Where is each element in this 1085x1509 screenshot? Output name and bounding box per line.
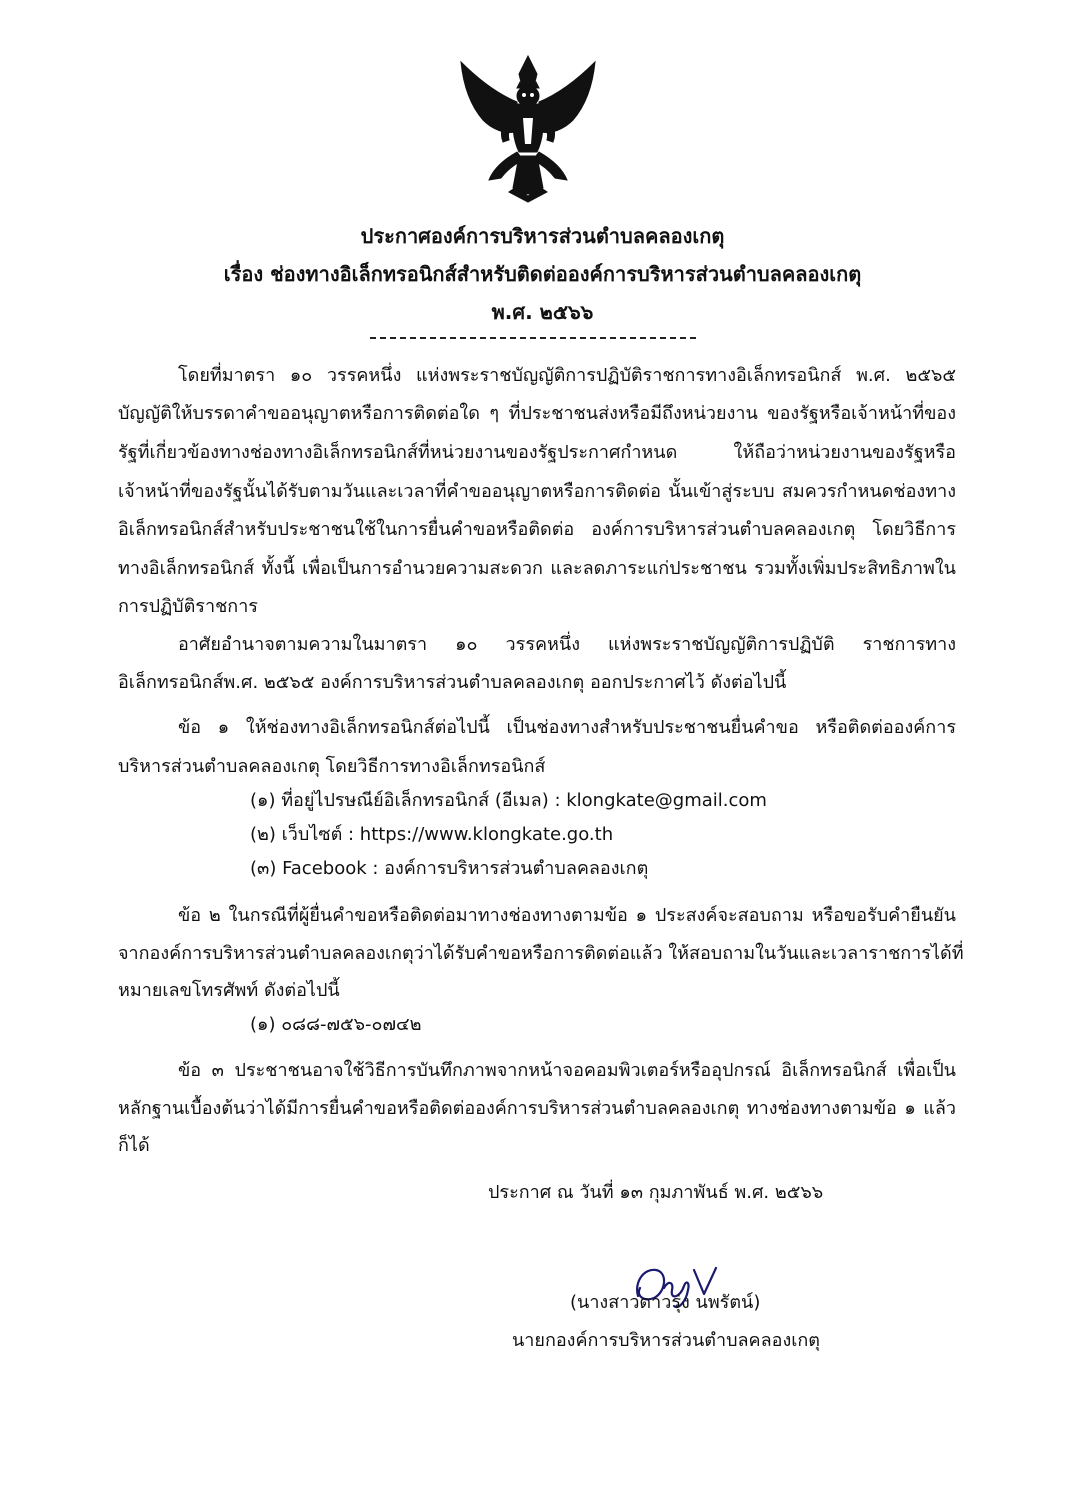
email-channel: (๑) ที่อยู่ไปรษณีย์อิเล็กทรอนิกส์ (อีเมล) : klongkate@gmail.com	[250, 790, 767, 811]
para1-line: อิเล็กทรอนิกส์สำหรับประชาชนใช้ในการยื่นคำขอหรือติดต่อ องค์การบริหารส่วนตำบลคลองเกตุ โดยวิธีการ	[118, 519, 956, 540]
para1-line: ทางอิเล็กทรอนิกส์ ทั้งนี้ เพื่อเป็นการอำนวยความสะดวก และลดภาระแก่ประชาชน รวมทั้งเพิ่มประสิทธิภาพใน	[118, 558, 956, 579]
para2-line: อาศัยอำนาจตามความในมาตรา ๑๐ วรรคหนึ่ง แห่งพระราชบัญญัติการปฏิบัติ ราชการทาง	[178, 634, 956, 655]
clause2-line: หมายเลขโทรศัพท์ ดังต่อไปนี้	[118, 980, 340, 1001]
clause1-line: ข้อ ๑ ให้ช่องทางอิเล็กทรอนิกส์ต่อไปนี้ เป็นช่องทางสำหรับประชาชนยื่นคำขอ หรือติดต่อองค์การ	[178, 717, 956, 738]
para1-line: การปฏิบัติราชการ	[118, 596, 258, 617]
clause3-line: หลักฐานเบื้องต้นว่าได้มีการยื่นคำขอหรือติดต่อองค์การบริหารส่วนตำบลคลองเกตุ ทางช่องทางตามข้อ ๑ แล้ว	[118, 1098, 956, 1119]
title-divider	[370, 337, 696, 339]
signer-title: นายกองค์การบริหารส่วนตำบลคลองเกตุ	[512, 1330, 820, 1351]
clause3-line: ก็ได้	[118, 1135, 150, 1156]
announced-date: ประกาศ ณ วันที่ ๑๓ กุมภาพันธ์ พ.ศ. ๒๕๖๖	[488, 1182, 824, 1203]
para1-line: รัฐที่เกี่ยวข้องทางช่องทางอิเล็กทรอนิกส์ที่หน่วยงานของรัฐประกาศกำหนด ให้ถือว่าหน่วยงานของรัฐหรือ	[118, 442, 956, 463]
announcement-title: ประกาศองค์การบริหารส่วนตำบลคลองเกตุ	[360, 224, 725, 248]
para1-line: เจ้าหน้าที่ของรัฐนั้นได้รับตามวันและเวลาที่คำขออนุญาตหรือการติดต่อ นั้นเข้าสู่ระบบ สมควรกำหนดช่องทาง	[118, 481, 956, 502]
signer-name: (นางสาวดาวรุ่ง นพรัตน์)	[570, 1292, 761, 1313]
para1-line: บัญญัติให้บรรดาคำขออนุญาตหรือการติดต่อใด ๆ ที่ประชาชนส่งหรือมีถึงหน่วยงาน ของรัฐหรือเจ้าหน้าที่ของ	[118, 403, 956, 424]
phone-number: (๑) ๐๘๘-๗๕๖-๐๗๔๒	[250, 1014, 422, 1035]
para1-line: โดยที่มาตรา ๑๐ วรรคหนึ่ง แห่งพระราชบัญญัติการปฏิบัติราชการทางอิเล็กทรอนิกส์ พ.ศ. ๒๕๖๕	[178, 365, 956, 386]
clause1-line: บริหารส่วนตำบลคลองเกตุ โดยวิธีการทางอิเล็กทรอนิกส์	[118, 756, 546, 777]
para2-line: อิเล็กทรอนิกส์พ.ศ. ๒๕๖๕ องค์การบริหารส่วนตำบลคลองเกตุ ออกประกาศไว้ ดังต่อไปนี้	[118, 672, 787, 693]
garuda-emblem-icon	[453, 52, 603, 204]
announcement-year: พ.ศ. ๒๕๖๖	[491, 300, 594, 324]
facebook-channel: (๓) Facebook : องค์การบริหารส่วนตำบลคลองเกตุ	[250, 858, 649, 879]
clause2-line: ข้อ ๒ ในกรณีที่ผู้ยื่นคำขอหรือติดต่อมาทางช่องทางตามข้อ ๑ ประสงค์จะสอบถาม หรือขอรับคำยืนยัน	[178, 905, 956, 926]
clause2-line: จากองค์การบริหารส่วนตำบลคลองเกตุว่าได้รับคำขอหรือการติดต่อแล้ว ให้สอบถามในวันและเวลาราชการได้ที่	[118, 943, 964, 964]
website-channel: (๒) เว็บไซต์ : https://www.klongkate.go.th	[250, 824, 614, 845]
announcement-subject: เรื่อง ช่องทางอิเล็กทรอนิกส์สำหรับติดต่อองค์การบริหารส่วนตำบลคลองเกตุ	[223, 262, 862, 286]
clause3-line: ข้อ ๓ ประชาชนอาจใช้วิธีการบันทึกภาพจากหน้าจอคอมพิวเตอร์หรืออุปกรณ์ อิเล็กทรอนิกส์ เพื่อเป็น	[178, 1060, 956, 1081]
